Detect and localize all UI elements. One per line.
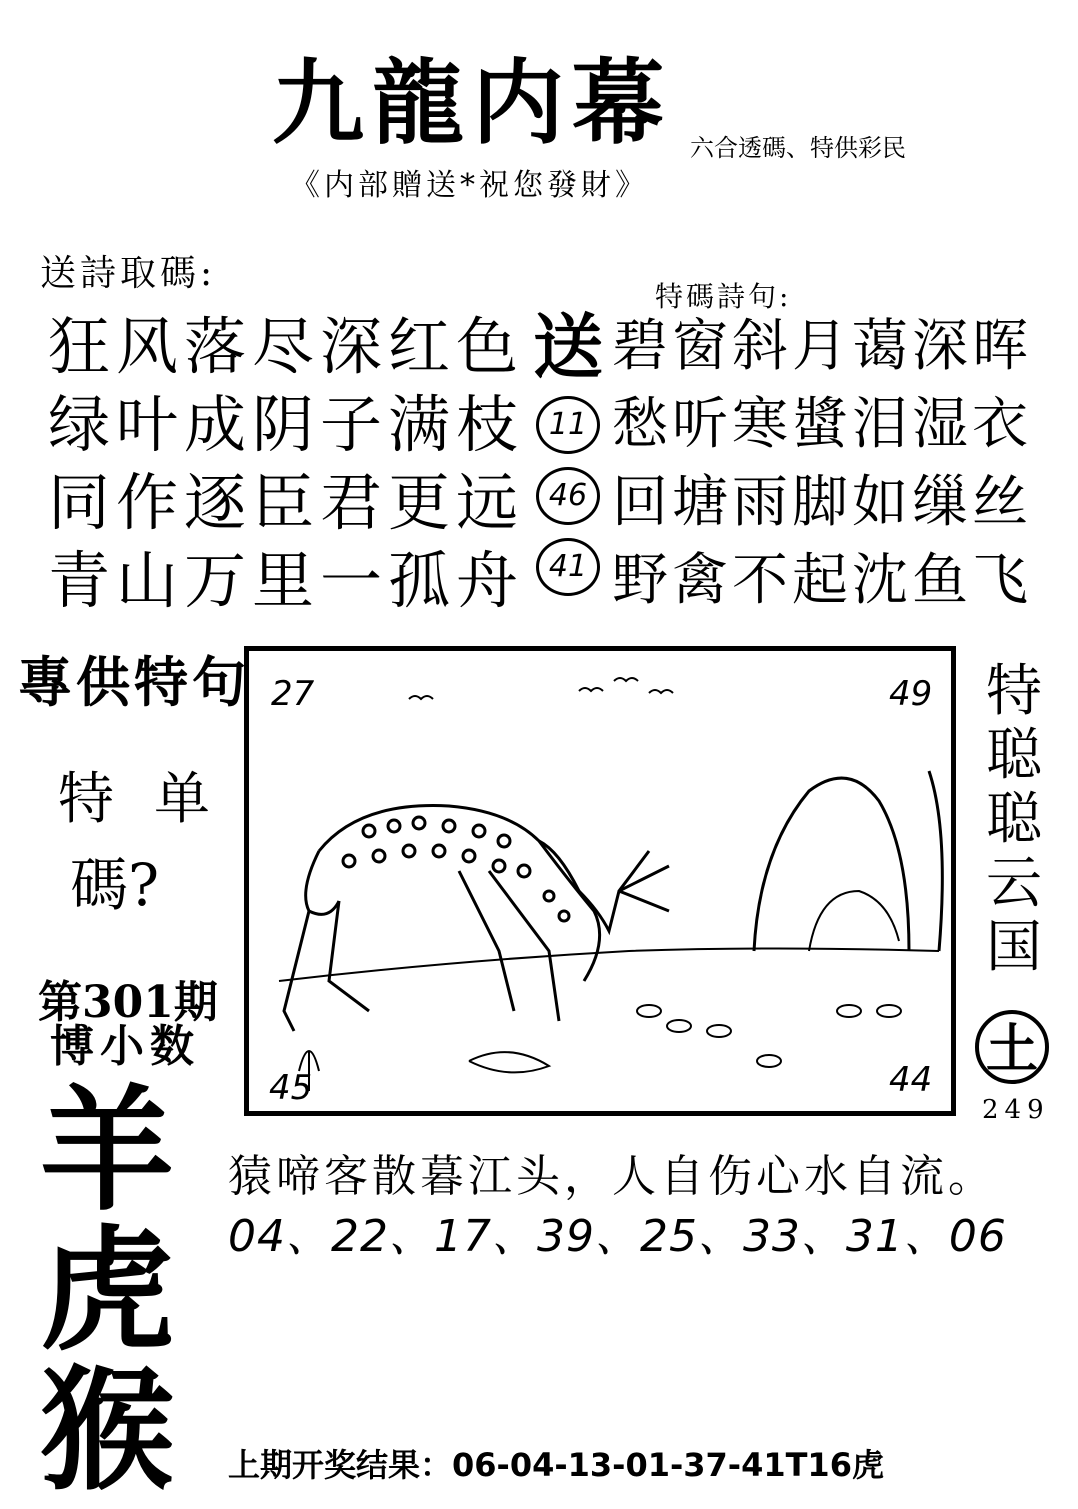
bird-icon <box>614 678 638 681</box>
poem-line: 野禽不起沈鱼飞 <box>612 548 1032 613</box>
corner-number: 44 <box>889 1060 933 1100</box>
vertical-char: 云 <box>986 851 1042 916</box>
number-list: 04、22、17、39、25、33、31、06 <box>228 1211 1007 1262</box>
zodiac-char: 虎 <box>40 1211 175 1369</box>
corner-number: 49 <box>889 674 933 714</box>
deer-drawing <box>249 651 951 1111</box>
branch <box>469 1052 549 1072</box>
vertical-char: 聪 <box>986 723 1042 788</box>
poem-line: 愁听寒螿泪湿衣 <box>612 392 1032 457</box>
subtitle: 《内部贈送*祝您發財》 <box>290 168 649 203</box>
poem-label: 送詩取碼: <box>40 253 217 294</box>
vertical-char: 国 <box>986 915 1042 980</box>
pebbles <box>637 1005 901 1067</box>
poem-line: 回塘雨脚如缫丝 <box>612 470 1032 535</box>
vertical-char: 聪 <box>986 787 1042 852</box>
song-char: 送 <box>533 305 603 388</box>
poem-line: 青山万里一孤舟 <box>48 544 525 617</box>
bird-icon <box>409 696 433 699</box>
ground-line <box>279 949 939 982</box>
left-poem <box>48 308 524 620</box>
bird-icon <box>649 690 673 693</box>
boxiao-label: 博小数 <box>50 1021 200 1072</box>
vertical-char: 特 <box>986 659 1042 724</box>
special-label: 專供特句 <box>18 650 250 714</box>
single-code-label: 特单 <box>58 767 250 832</box>
poem-line: 狂风落尽深红色 <box>48 310 525 383</box>
tagline: 六合透碼、特供彩民 <box>690 134 906 162</box>
vertical-text <box>984 660 1044 980</box>
bird-icon <box>579 688 603 691</box>
poem-line: 碧窗斜月蔼深晖 <box>612 314 1032 379</box>
badge-column <box>528 305 608 609</box>
poem-line: 同作逐臣君更远 <box>48 466 525 539</box>
code-number: 249 <box>982 1095 1050 1125</box>
circled-number: 46 <box>536 467 600 525</box>
deer-illustration <box>244 646 956 1116</box>
special-poem-label: 特碼詩句: <box>655 280 792 313</box>
last-result: 上期开奖结果：06-04-13-01-37-41T16虎 <box>228 1446 884 1484</box>
zodiac-char: 猴 <box>40 1351 175 1509</box>
zodiac-char: 羊 <box>40 1071 175 1229</box>
single-code-question: 碼? <box>70 851 160 919</box>
bottom-poem: 猿啼客散暮江头，人自伤心水自流。 <box>228 1151 996 1202</box>
corner-number: 27 <box>271 674 315 714</box>
right-poem <box>612 308 1032 620</box>
zodiac-picks <box>40 1071 175 1509</box>
corner-number: 45 <box>269 1068 313 1108</box>
circled-number: 41 <box>536 538 600 596</box>
circled-number: 11 <box>536 396 600 454</box>
deer <box>284 806 669 1031</box>
poem-line: 绿叶成阴子满枝 <box>48 388 525 461</box>
circled-element: 土 <box>975 1010 1049 1084</box>
rock <box>754 778 909 951</box>
issue-number: 第301期 <box>38 977 218 1028</box>
page-title: 九龍内幕 <box>272 49 673 157</box>
